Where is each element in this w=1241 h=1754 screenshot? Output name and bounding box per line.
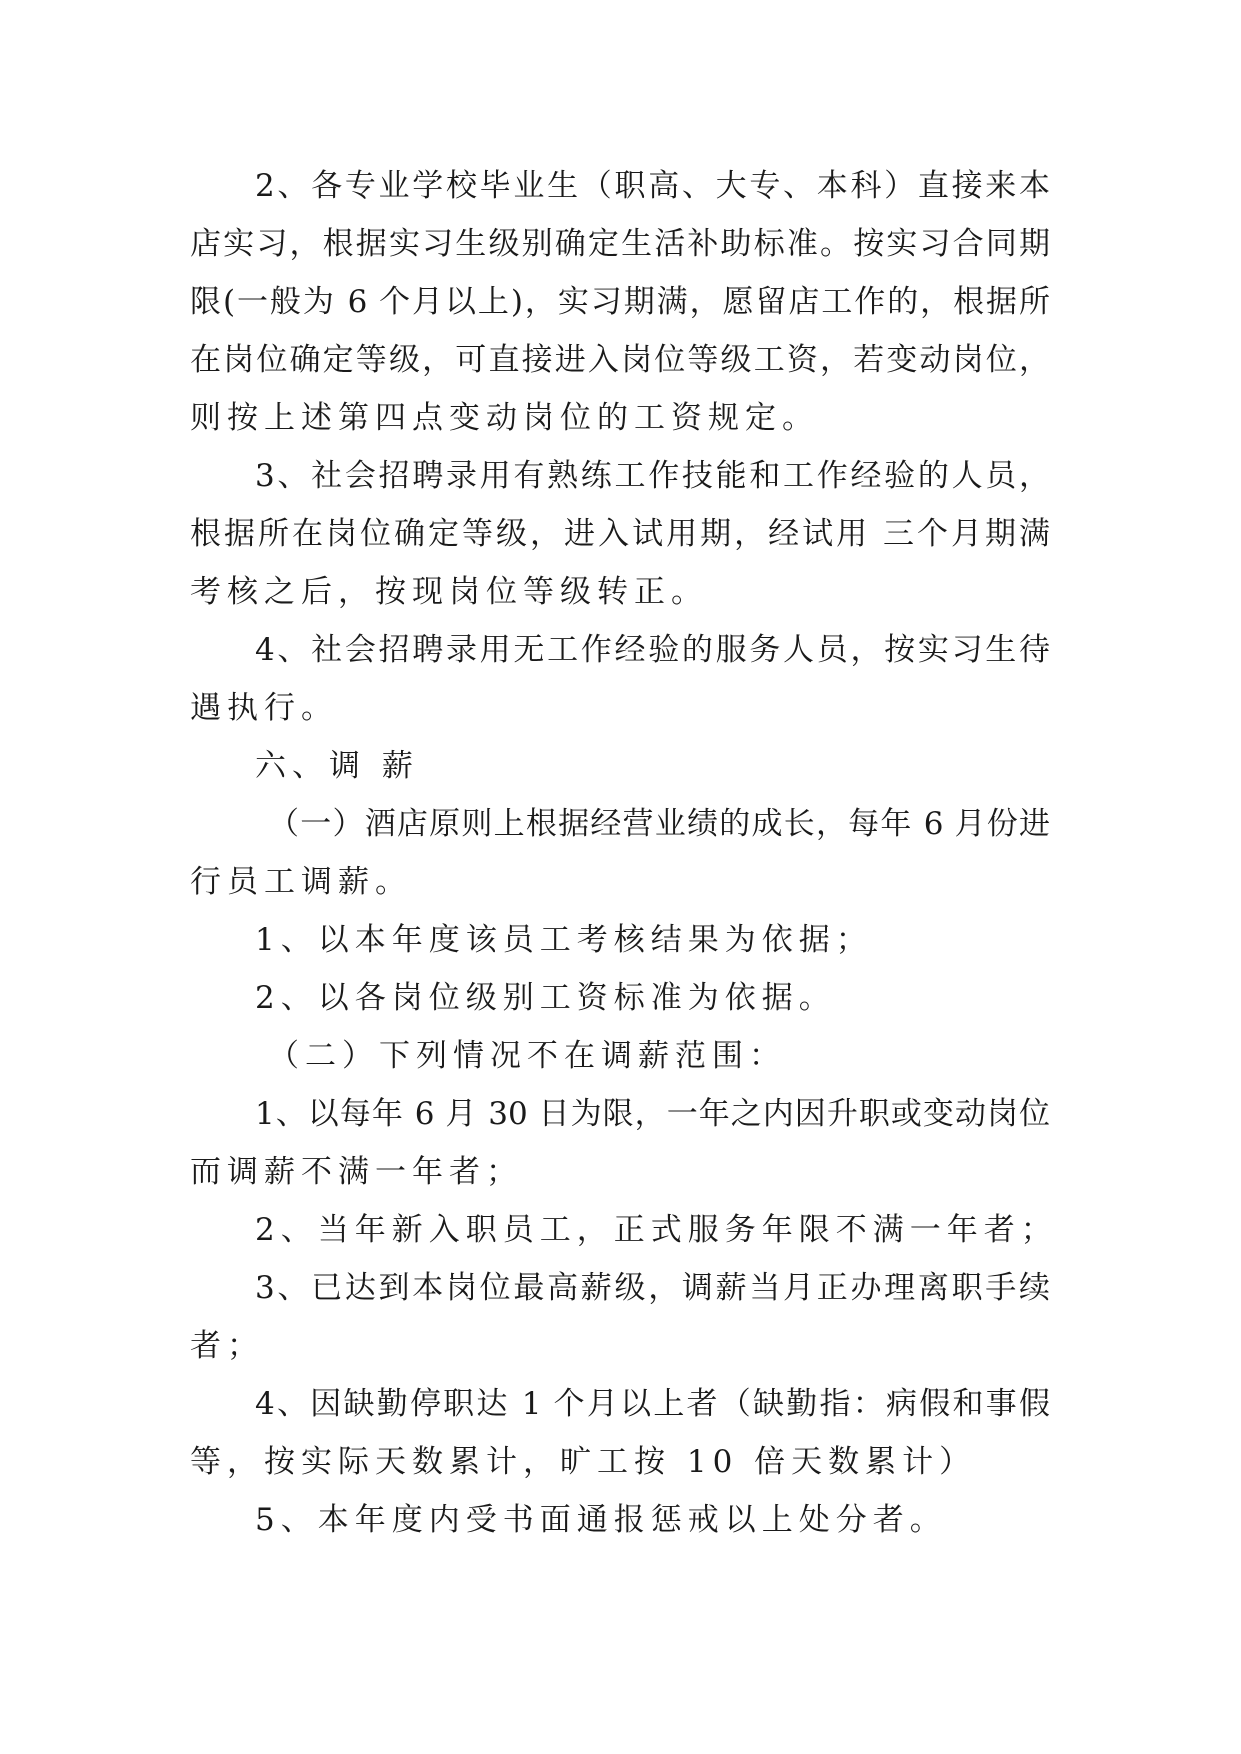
text-line: 3、社会招聘录用有熟练工作技能和工作经验的人员， <box>255 458 1050 494</box>
text-line: 3、已达到本岗位最高薪级，调薪当月正办理离职手续 <box>255 1270 1050 1306</box>
text-line: （二）下列情况不在调薪范围： <box>268 1038 786 1074</box>
text-line: 1、以每年 6 月 30 日为限，一年之内因升职或变动岗位 <box>255 1096 1050 1132</box>
text-line: 4、因缺勤停职达 1 个月以上者（缺勤指：病假和事假 <box>255 1386 1050 1422</box>
text-line: （一）酒店原则上根据经营业绩的成长，每年 6 月份进 <box>268 806 1050 842</box>
text-line: 而调薪不满一年者； <box>190 1154 523 1190</box>
text-line: 4、社会招聘录用无工作经验的服务人员，按实习生待 <box>255 632 1050 668</box>
text-line: 2、当年新入职员工，正式服务年限不满一年者； <box>255 1212 1058 1248</box>
text-line: 根据所在岗位确定等级，进入试用期，经试用 三个月期满 <box>190 516 1050 552</box>
text-line: 等，按实际天数累计，旷工按 10 倍天数累计） <box>190 1444 977 1480</box>
text-line: 5、本年度内受书面通报惩戒以上处分者。 <box>255 1502 947 1538</box>
text-line: 者； <box>190 1328 264 1364</box>
text-line: 考核之后，按现岗位等级转正。 <box>190 574 708 610</box>
text-line: 店实习，根据实习生级别确定生活补助标准。按实习合同期 <box>190 226 1050 262</box>
text-line: 遇执行。 <box>190 690 338 726</box>
text-line: 2、各专业学校毕业生（职高、大专、本科）直接来本 <box>255 168 1050 204</box>
section-heading: 六、调 薪 <box>255 748 419 784</box>
text-line: 则按上述第四点变动岗位的工资规定。 <box>190 400 819 436</box>
text-line: 限(一般为 6 个月以上)，实习期满，愿留店工作的，根据所 <box>190 284 1050 320</box>
text-line: 在岗位确定等级，可直接进入岗位等级工资，若变动岗位， <box>190 342 1050 378</box>
text-line: 行员工调薪。 <box>190 864 412 900</box>
text-line: 1、以本年度该员工考核结果为依据； <box>255 922 873 958</box>
text-line: 2、以各岗位级别工资标准为依据。 <box>255 980 836 1016</box>
